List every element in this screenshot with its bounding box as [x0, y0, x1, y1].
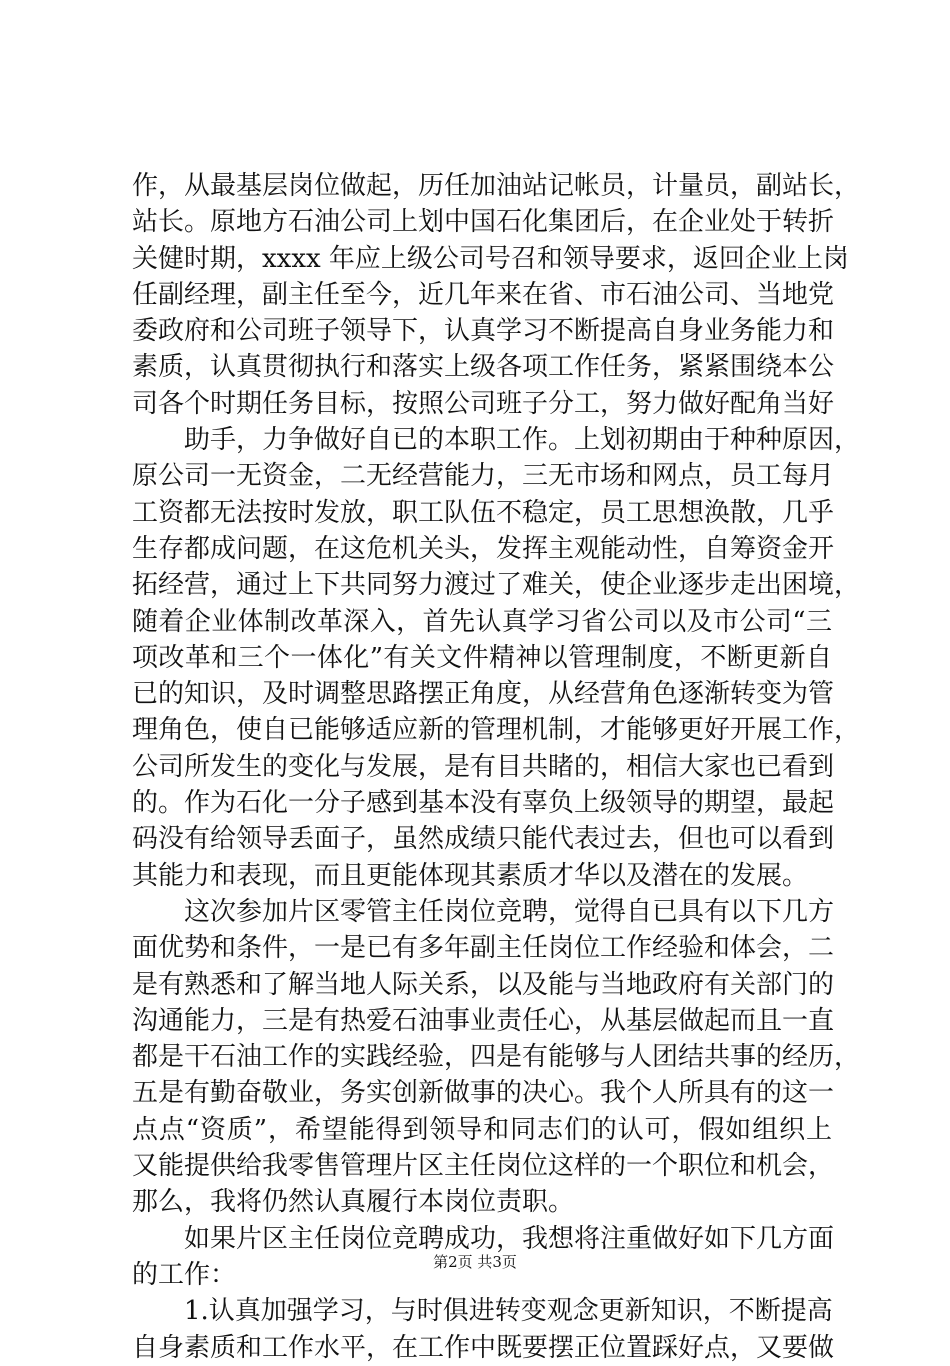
text-line: 生存都成问题，在这危机关头，发挥主观能动性，自筹资金开: [132, 533, 835, 564]
text-line: 又能提供给我零售管理片区主任岗位这样的一个职位和机会，: [132, 1151, 835, 1182]
text-line: 五是有勤奋敬业，务实创新做事的决心。我个人所具有的这一: [132, 1078, 835, 1109]
text-line: 司各个时期任务目标，按照公司班子分工，努力做好配角当好: [132, 388, 835, 419]
text-line: 自身素质和工作水平，在工作中既要摆正位置踩好点，又要做: [132, 1332, 835, 1363]
text-line: 作，从最基层岗位做起，历任加油站记帐员，计量员，副站长，: [132, 171, 861, 201]
text-line: 1.认真加强学习，与时俱进转变观念更新知识，不断提高: [184, 1296, 833, 1327]
text-line: 委政府和公司班子领导下，认真学习不断提高自身业务能力和: [132, 316, 835, 347]
text-line: 项改革和三个一体化”有关文件精神以管理制度，不断更新自: [132, 642, 832, 673]
text-line: 是有熟悉和了解当地人际关系，以及能与当地政府有关部门的: [132, 969, 835, 1000]
text-line: 其能力和表现，而且更能体现其素质才华以及潜在的发展。: [132, 860, 809, 891]
text-line: 随着企业体制改革深入，首先认真学习省公司以及市公司“三: [132, 606, 832, 637]
text-line: 已的知识，及时调整思路摆正角度，从经营角色逐渐转变为管: [132, 679, 835, 710]
text-line: 站长。原地方石油公司上划中国石化集团后，在企业处于转折: [132, 207, 835, 238]
text-line: 原公司一无资金，二无经营能力，三无市场和网点，员工每月: [132, 461, 835, 492]
text-line: 码没有给领导丢面子，虽然成绩只能代表过去，但也可以看到: [132, 824, 835, 855]
text-line: 公司所发生的变化与发展，是有目共睹的，相信大家也已看到: [132, 751, 835, 782]
text-line: 拓经营，通过上下共同努力渡过了难关，使企业逐步走出困境，: [132, 570, 861, 601]
text-line: 任副经理，副主任至今，近几年来在省、市石油公司、当地党: [132, 279, 835, 310]
text-line: 的工作：: [132, 1259, 237, 1290]
text-line: 都是干石油工作的实践经验，四是有能够与人团结共事的经历，: [132, 1042, 861, 1073]
text-line: 工资都无法按时发放，职工队伍不稳定，员工思想涣散，几乎: [132, 497, 835, 528]
text-line: 关健时期，xxxx 年应上级公司号召和领导要求，返回企业上岗: [132, 243, 849, 274]
text-line: 如果片区主任岗位竞聘成功，我想将注重做好如下几方面: [184, 1223, 835, 1254]
text-line: 点点“资质”，希望能得到领导和同志们的认可，假如组织上: [132, 1114, 832, 1145]
text-line: 助手，力争做好自已的本职工作。上划初期由于种种原因，: [184, 425, 861, 456]
text-line: 的。作为石化一分子感到基本没有辜负上级领导的期望，最起: [132, 788, 835, 819]
page-footer: 第2页 共3页: [433, 1253, 517, 1271]
text-line: 沟通能力，三是有热爱石油事业责任心，从基层做起而且一直: [132, 1005, 835, 1036]
text-line: 那么，我将仍然认真履行本岗位责职。: [132, 1187, 575, 1218]
text-line: 面优势和条件，一是已有多年副主任岗位工作经验和体会，二: [132, 933, 835, 964]
text-line: 这次参加片区零管主任岗位竞聘，觉得自已具有以下几方: [184, 896, 835, 927]
document-body: [132, 168, 861, 1366]
text-line: 理角色，使自已能够适应新的管理机制，才能够更好开展工作，: [132, 715, 861, 746]
text-line: 素质，认真贯彻执行和落实上级各项工作任务，紧紧围绕本公: [132, 352, 835, 383]
